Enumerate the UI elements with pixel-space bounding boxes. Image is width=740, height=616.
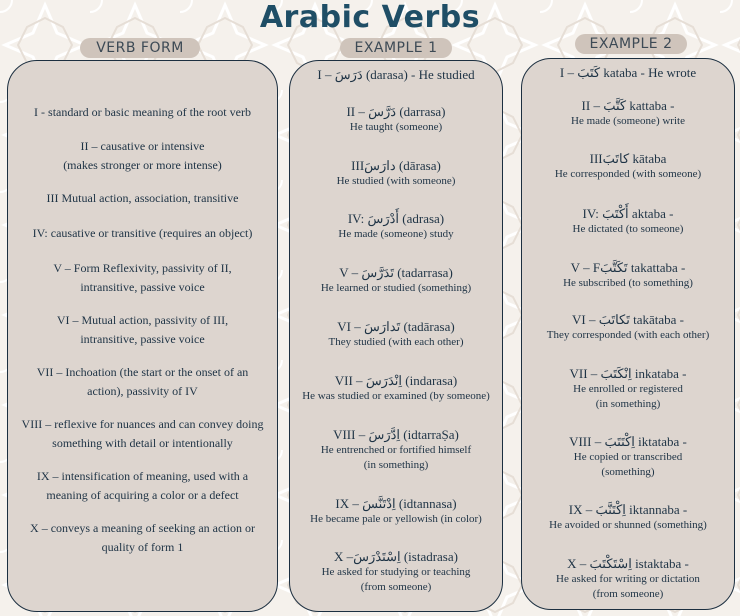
example-1-verb: X –اِسْتَدْرَسَ (istadrasa)	[334, 549, 458, 564]
example-2-verb: VII – اِنْكَتَبَ inkataba -	[569, 366, 687, 381]
page-title: Arabic Verbs	[259, 0, 481, 35]
example-2-item	[526, 64, 730, 81]
example-1-meaning: He entrenched or fortified himself (in something)	[320, 444, 472, 471]
verb-form-item: VII – Inchoation (the start or the onset of an action), passivity of IV	[36, 365, 249, 398]
example-1-verb: II – دَرَّسَ (darrasa)	[346, 104, 446, 119]
example-1-meaning: He asked for studying or teaching (from someone)	[321, 566, 471, 593]
example-2-item	[526, 150, 730, 182]
example-1-item	[294, 66, 498, 83]
example-1-verb: I – دَرَسَ (darasa) - He studied	[317, 67, 475, 82]
example-2-item	[526, 555, 730, 602]
example-1-item	[294, 548, 498, 595]
example-2-verb: IIIكاتَبَ kātaba	[589, 151, 667, 166]
example-2-item	[526, 205, 730, 237]
example-1-meaning: He became pale or yellowish (in color)	[310, 513, 482, 525]
example-2-item	[526, 501, 730, 533]
example-1-meaning: He was studied or examined (by someone)	[302, 390, 490, 402]
example-2-meaning: He subscribed (to something)	[563, 277, 693, 289]
example-1-meaning: They studied (with each other)	[328, 336, 464, 348]
header-verb-form: VERB FORM	[80, 38, 200, 58]
example-2-verb: X – اِسْتَكْتَبَ istaktaba -	[567, 556, 689, 571]
example-2-column	[521, 58, 735, 610]
example-2-item	[526, 97, 730, 129]
example-1-verb: V – تَدَرَّسَ (tadarrasa)	[339, 265, 453, 280]
verb-form-item: II – causative or intensive (makes stronger or more intense)	[63, 139, 222, 172]
example-2-meaning: He avoided or shunned (something)	[549, 519, 707, 531]
example-1-item	[294, 157, 498, 189]
example-1-item	[294, 210, 498, 242]
example-2-meaning: He enrolled or registered (in something)	[573, 383, 683, 410]
header-example-1: EXAMPLE 1	[340, 38, 452, 58]
example-2-verb: I – كَتَبَ kataba - He wrote	[559, 65, 697, 80]
example-1-item	[294, 372, 498, 404]
example-1-meaning: He learned or studied (something)	[320, 282, 472, 294]
verb-form-item: I - standard or basic meaning of the root verb	[34, 105, 251, 119]
example-2-verb: II – كَتَّبَ kattaba -	[581, 98, 675, 113]
verb-form-item: V – Form Reflexivity, passivity of II, intransitive, passive voice	[53, 261, 232, 294]
example-2-item	[526, 311, 730, 343]
example-2-item	[526, 433, 730, 480]
example-1-column	[289, 60, 503, 612]
example-1-item	[294, 318, 498, 350]
example-1-verb: VIII – اِدَّرَسَ (idtarraṢa)	[333, 427, 459, 442]
example-1-verb: IX – اِدْتَنَّسَ (idtannasa)	[335, 496, 457, 511]
example-2-meaning: He asked for writing or dictation (from someone)	[556, 573, 700, 600]
example-1-item	[294, 426, 498, 473]
verb-form-item: IX – intensification of meaning, used with a meaning of acquiring a color or a defect	[36, 469, 249, 502]
example-1-verb: VII – اِنْدَرَسَ (indarasa)	[334, 373, 458, 388]
example-2-verb: V – Fتَكَتَّبَ takattaba -	[570, 260, 686, 275]
example-2-verb: IX – اِكْتَنَّبَ iktannaba -	[568, 502, 688, 517]
example-1-item	[294, 264, 498, 296]
example-1-item	[294, 103, 498, 135]
verb-form-column	[7, 60, 278, 612]
example-2-meaning: They corresponded (with each other)	[546, 329, 710, 341]
example-2-verb: VI – تَكاتَبَ takātaba -	[571, 312, 684, 327]
verb-form-item: VI – Mutual action, passivity of III, intransitive, passive voice	[56, 313, 229, 346]
example-1-meaning: He made (someone) study	[338, 228, 454, 240]
example-2-item	[526, 259, 730, 291]
example-2-meaning: He copied or transcribed (something)	[573, 451, 683, 478]
example-1-verb: VI – تَدارَسَ (tadārasa)	[337, 319, 455, 334]
example-2-meaning: He made (someone) write	[571, 115, 685, 127]
example-2-verb: VIII – اِكْتَتَبَ iktataba -	[569, 434, 687, 449]
example-1-meaning: He taught (someone)	[349, 121, 443, 133]
example-1-meaning: He studied (with someone)	[336, 175, 456, 187]
example-2-item	[526, 365, 730, 412]
example-2-meaning: He dictated (to someone)	[572, 223, 684, 235]
verb-form-item: III Mutual action, association, transitive	[46, 191, 239, 205]
example-1-verb: IV: أَدْرَسَ (adrasa)	[347, 211, 445, 226]
header-example-2: EXAMPLE 2	[575, 34, 687, 54]
verb-form-item: IV: causative or transitive (requires an object)	[32, 226, 253, 240]
example-1-verb: IIIدارَسَ (dārasa)	[351, 158, 441, 173]
example-2-meaning: He corresponded (with someone)	[554, 168, 702, 180]
verb-form-item: VIII – reflexive for nuances and can convey doing something with detail or intentionally	[21, 417, 264, 450]
example-1-item	[294, 495, 498, 527]
example-2-verb: IV: أَكْتَبَ aktaba -	[582, 206, 674, 221]
verb-form-item: X – conveys a meaning of seeking an action or quality of form 1	[30, 521, 255, 554]
